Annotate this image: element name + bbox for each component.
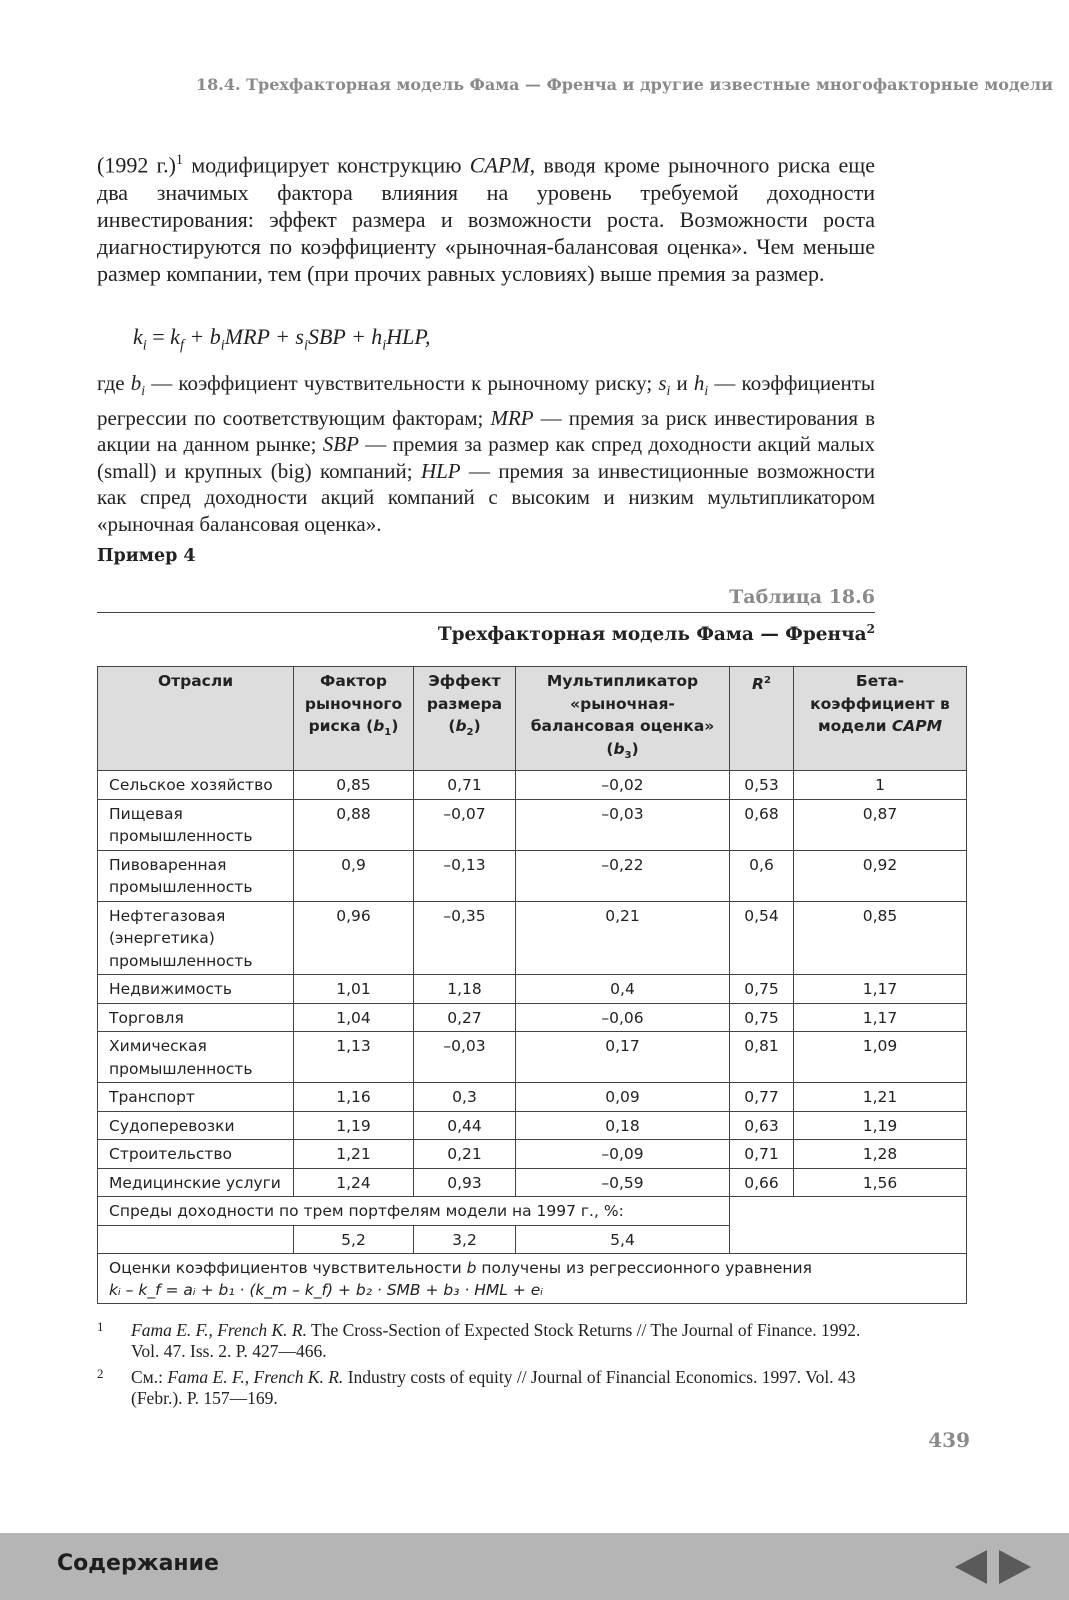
formula-subscript: f — [179, 337, 184, 354]
table-row — [98, 1140, 967, 1169]
header-subscript: 2 — [466, 727, 474, 739]
triangle-right-icon[interactable] — [999, 1550, 1031, 1584]
b2-cell: –0,13 — [414, 850, 516, 901]
table-note-row — [98, 1254, 967, 1304]
b2-cell: 0,44 — [414, 1111, 516, 1140]
b1-cell: 0,88 — [294, 799, 414, 850]
header-label: ) — [631, 739, 639, 758]
para-term: s — [658, 371, 667, 395]
footnote-2 — [97, 1367, 875, 1409]
spread-b1: 5,2 — [294, 1225, 414, 1254]
b3-cell: –0,09 — [516, 1140, 730, 1169]
r2-cell: 0,75 — [730, 975, 794, 1004]
example-heading: Пример 4 — [97, 546, 196, 566]
r2-cell: 0,75 — [730, 1003, 794, 1032]
para-term: h — [693, 371, 705, 395]
b3-cell: 0,17 — [516, 1032, 730, 1083]
beta-cell: 1 — [794, 771, 967, 800]
bottom-nav-bar — [0, 1533, 1069, 1600]
para-term: CAPM — [469, 152, 530, 178]
regression-equation: kᵢ – k_f = aᵢ + b₁ · (k_m – k_f) + b₂ · SMB + b₃ · HML + eᵢ — [109, 1281, 544, 1300]
b1-cell: 0,96 — [294, 901, 414, 975]
r2-cell: 0,63 — [730, 1111, 794, 1140]
para-text: модифицирует конструкцию — [183, 152, 470, 178]
b3-cell: 0,18 — [516, 1111, 730, 1140]
formula-subscript: i — [382, 337, 387, 354]
b2-cell: –0,03 — [414, 1032, 516, 1083]
b3-cell: –0,59 — [516, 1168, 730, 1197]
triangle-left-icon[interactable] — [955, 1550, 987, 1584]
formula-subscript: i — [220, 337, 225, 354]
para-term: MRP — [490, 405, 534, 430]
table-header-row — [98, 667, 967, 771]
para-text: и — [670, 371, 694, 395]
spreads-blank-cell — [98, 1225, 294, 1254]
industry-cell: Судоперевозки — [98, 1111, 294, 1140]
table-row — [98, 1168, 967, 1197]
b1-cell: 1,16 — [294, 1083, 414, 1112]
para-term: b — [130, 371, 142, 395]
industry-cell: Пивоваренная промышленность — [98, 850, 294, 901]
header-multiplier — [516, 667, 730, 771]
beta-cell: 1,17 — [794, 1003, 967, 1032]
industry-cell: Пищевая промышленность — [98, 799, 294, 850]
para-text: — коэффициент чувствительности к рыночному риску; — [145, 371, 659, 395]
b1-cell: 1,13 — [294, 1032, 414, 1083]
industry-cell: Транспорт — [98, 1083, 294, 1112]
b2-cell: –0,07 — [414, 799, 516, 850]
para-term: HLP — [420, 458, 461, 483]
page-number: 439 — [928, 1428, 970, 1452]
table-row — [98, 975, 967, 1004]
b1-cell: 1,24 — [294, 1168, 414, 1197]
spread-b2: 3,2 — [414, 1225, 516, 1254]
para-subscript: i — [704, 383, 709, 399]
table-title — [97, 622, 875, 645]
footnote-ref-1[interactable]: 1 — [175, 152, 184, 168]
spreads-empty-cell — [730, 1197, 967, 1254]
table-row — [98, 850, 967, 901]
note-text: получены из регрессионного уравнения — [476, 1259, 812, 1278]
spreads-label: Спреды доходности по трем портфелям модели на 1997 г., %: — [98, 1197, 730, 1226]
para-text: — премия за размер как спред доходности акций малых (small) и крупных (big) компаний; — [97, 432, 875, 483]
b3-cell: 0,21 — [516, 901, 730, 975]
b3-cell: 0,4 — [516, 975, 730, 1004]
b1-cell: 0,9 — [294, 850, 414, 901]
b3-cell: –0,03 — [516, 799, 730, 850]
table-note — [98, 1254, 967, 1304]
b2-cell: 0,21 — [414, 1140, 516, 1169]
para-subscript: i — [141, 383, 146, 399]
industry-cell: Сельское хозяйство — [98, 771, 294, 800]
header-label: b — [455, 717, 467, 735]
industry-cell: Нефтегазовая (энергетика) промышленность — [98, 901, 294, 975]
beta-cell: 1,21 — [794, 1083, 967, 1112]
footnote-mark: 1 — [97, 1319, 104, 1334]
table-rule — [97, 612, 875, 613]
r2-cell: 0,53 — [730, 771, 794, 800]
beta-cell: 0,92 — [794, 850, 967, 901]
r2-cell: 0,6 — [730, 850, 794, 901]
running-head: 18.4. Трехфакторная модель Фама — Френча и другие известные многофакторные модели — [196, 75, 1053, 94]
industry-cell: Медицинские услуги — [98, 1168, 294, 1197]
industry-cell: Строительство — [98, 1140, 294, 1169]
b3-cell: –0,06 — [516, 1003, 730, 1032]
beta-cell: 1,56 — [794, 1168, 967, 1197]
r2-cell: 0,68 — [730, 799, 794, 850]
footnote-authors: Fama E. F., French K. R. — [131, 1320, 307, 1340]
formula-part: k — [133, 324, 143, 349]
spread-b3: 5,4 — [516, 1225, 730, 1254]
formula-part: = — [146, 324, 171, 349]
para-text: где — [97, 371, 131, 395]
industry-cell: Торговля — [98, 1003, 294, 1032]
header-label: ) — [473, 717, 481, 735]
table-row — [98, 1003, 967, 1032]
footnote-1 — [97, 1320, 875, 1362]
b2-cell: 0,93 — [414, 1168, 516, 1197]
industry-cell: Химическая промышленность — [98, 1032, 294, 1083]
header-label: Эффект размера ( — [426, 672, 503, 735]
r2-cell: 0,54 — [730, 901, 794, 975]
table-row — [98, 799, 967, 850]
b1-cell: 0,85 — [294, 771, 414, 800]
table-title-text: Трехфакторная модель Фама — Френча — [437, 624, 867, 646]
formula-subscript: i — [303, 337, 308, 354]
b1-cell: 1,04 — [294, 1003, 414, 1032]
b2-cell: 1,18 — [414, 975, 516, 1004]
contents-button[interactable]: Содержание — [57, 1551, 219, 1576]
para-text: , вводя кроме рыночного риска еще два значимых фактора влияния на уровень требуемой доходности инвестирования: эффект размера и возможности роста. Возможности роста диагностируются по коэффициенту «рыночная-балансовая оценка». Чем меньше размер компании, тем (при прочих равных условиях) выше премия за размер. — [97, 152, 875, 287]
b2-cell: 0,3 — [414, 1083, 516, 1112]
spreads-label-row — [98, 1197, 967, 1226]
b1-cell: 1,19 — [294, 1111, 414, 1140]
header-label: Мультипликатор «рыночная-балансовая оценка» ( — [530, 672, 715, 758]
beta-cell: 0,85 — [794, 901, 967, 975]
beta-cell: 1,19 — [794, 1111, 967, 1140]
table-row — [98, 1111, 967, 1140]
header-subscript: 1 — [384, 727, 392, 739]
formula-part: MRP + s — [224, 324, 304, 349]
b3-cell: –0,22 — [516, 850, 730, 901]
b2-cell: 0,27 — [414, 1003, 516, 1032]
intro-paragraph — [97, 147, 875, 287]
para-term: SBP — [322, 432, 359, 457]
header-label: R — [752, 675, 764, 694]
footnote-ref-2[interactable]: 2 — [866, 622, 875, 636]
formula — [133, 324, 431, 354]
formula-part: HLP, — [386, 324, 431, 349]
definitions-paragraph — [97, 370, 875, 537]
para-text: — премия за инвестиционные возможности как спред доходности акций компаний с высоким и низким мультипликатором «рыночная балансовая оценка». — [97, 458, 876, 536]
header-size-effect — [414, 667, 516, 771]
beta-cell: 1,17 — [794, 975, 967, 1004]
footnotes — [97, 1320, 875, 1414]
table-row — [98, 1083, 967, 1112]
footnote-text: Industry costs of equity // Journal of Financial Economics. 1997. Vol. 43 (Febr.). P. 157—169. — [131, 1367, 856, 1408]
beta-cell: 1,28 — [794, 1140, 967, 1169]
header-r2 — [730, 667, 794, 771]
header-label: b — [373, 717, 385, 735]
para-text: — премия за риск инвестирования в акции на данном рынке; — [97, 405, 875, 457]
r2-cell: 0,81 — [730, 1032, 794, 1083]
table-number: Таблица 18.6 — [729, 586, 875, 608]
formula-subscript: i — [142, 337, 147, 354]
beta-cell: 0,87 — [794, 799, 967, 850]
footnote-text: The Cross-Section of Expected Stock Returns // The Journal of Finance. 1992. Vol. 47. Iss. 2. P. 427—466. — [131, 1320, 861, 1361]
b1-cell: 1,21 — [294, 1140, 414, 1169]
b3-cell: 0,09 — [516, 1083, 730, 1112]
b2-cell: –0,35 — [414, 901, 516, 975]
header-label: Отрасли — [157, 672, 234, 690]
table-row — [98, 771, 967, 800]
r2-cell: 0,71 — [730, 1140, 794, 1169]
footnote-authors: Fama E. F., French K. R. — [167, 1367, 344, 1387]
r2-cell: 0,66 — [730, 1168, 794, 1197]
factor-table — [97, 666, 967, 1304]
note-term: b — [466, 1259, 477, 1278]
footnote-text: См.: — [131, 1367, 168, 1387]
header-label: Фактор рыночного риска ( — [304, 672, 403, 735]
para-text: (1992 г.) — [97, 152, 176, 178]
header-label: ) — [391, 717, 399, 735]
para-subscript: i — [666, 383, 671, 399]
footnote-mark: 2 — [97, 1366, 104, 1381]
header-beta — [794, 667, 967, 771]
header-label: Бета-коэффициент в модели — [810, 672, 950, 735]
note-text: Оценки коэффициентов чувствительности — [109, 1259, 467, 1278]
industry-cell: Недвижимость — [98, 975, 294, 1004]
r2-cell: 0,77 — [730, 1083, 794, 1112]
para-text: — коэффициенты регрессии по соответствующим факторам; — [97, 371, 875, 430]
formula-part: + b — [183, 324, 221, 349]
formula-part: k — [170, 324, 180, 349]
header-subscript: 3 — [624, 749, 632, 761]
header-market-factor — [294, 667, 414, 771]
formula-part: SBP + h — [307, 324, 383, 349]
table-row — [98, 901, 967, 975]
header-industry — [98, 667, 294, 771]
b2-cell: 0,71 — [414, 771, 516, 800]
header-label: CAPM — [891, 717, 943, 735]
b1-cell: 1,01 — [294, 975, 414, 1004]
header-superscript: 2 — [763, 675, 771, 686]
beta-cell: 1,09 — [794, 1032, 967, 1083]
b3-cell: –0,02 — [516, 771, 730, 800]
header-label: b — [613, 739, 625, 758]
table-row — [98, 1032, 967, 1083]
